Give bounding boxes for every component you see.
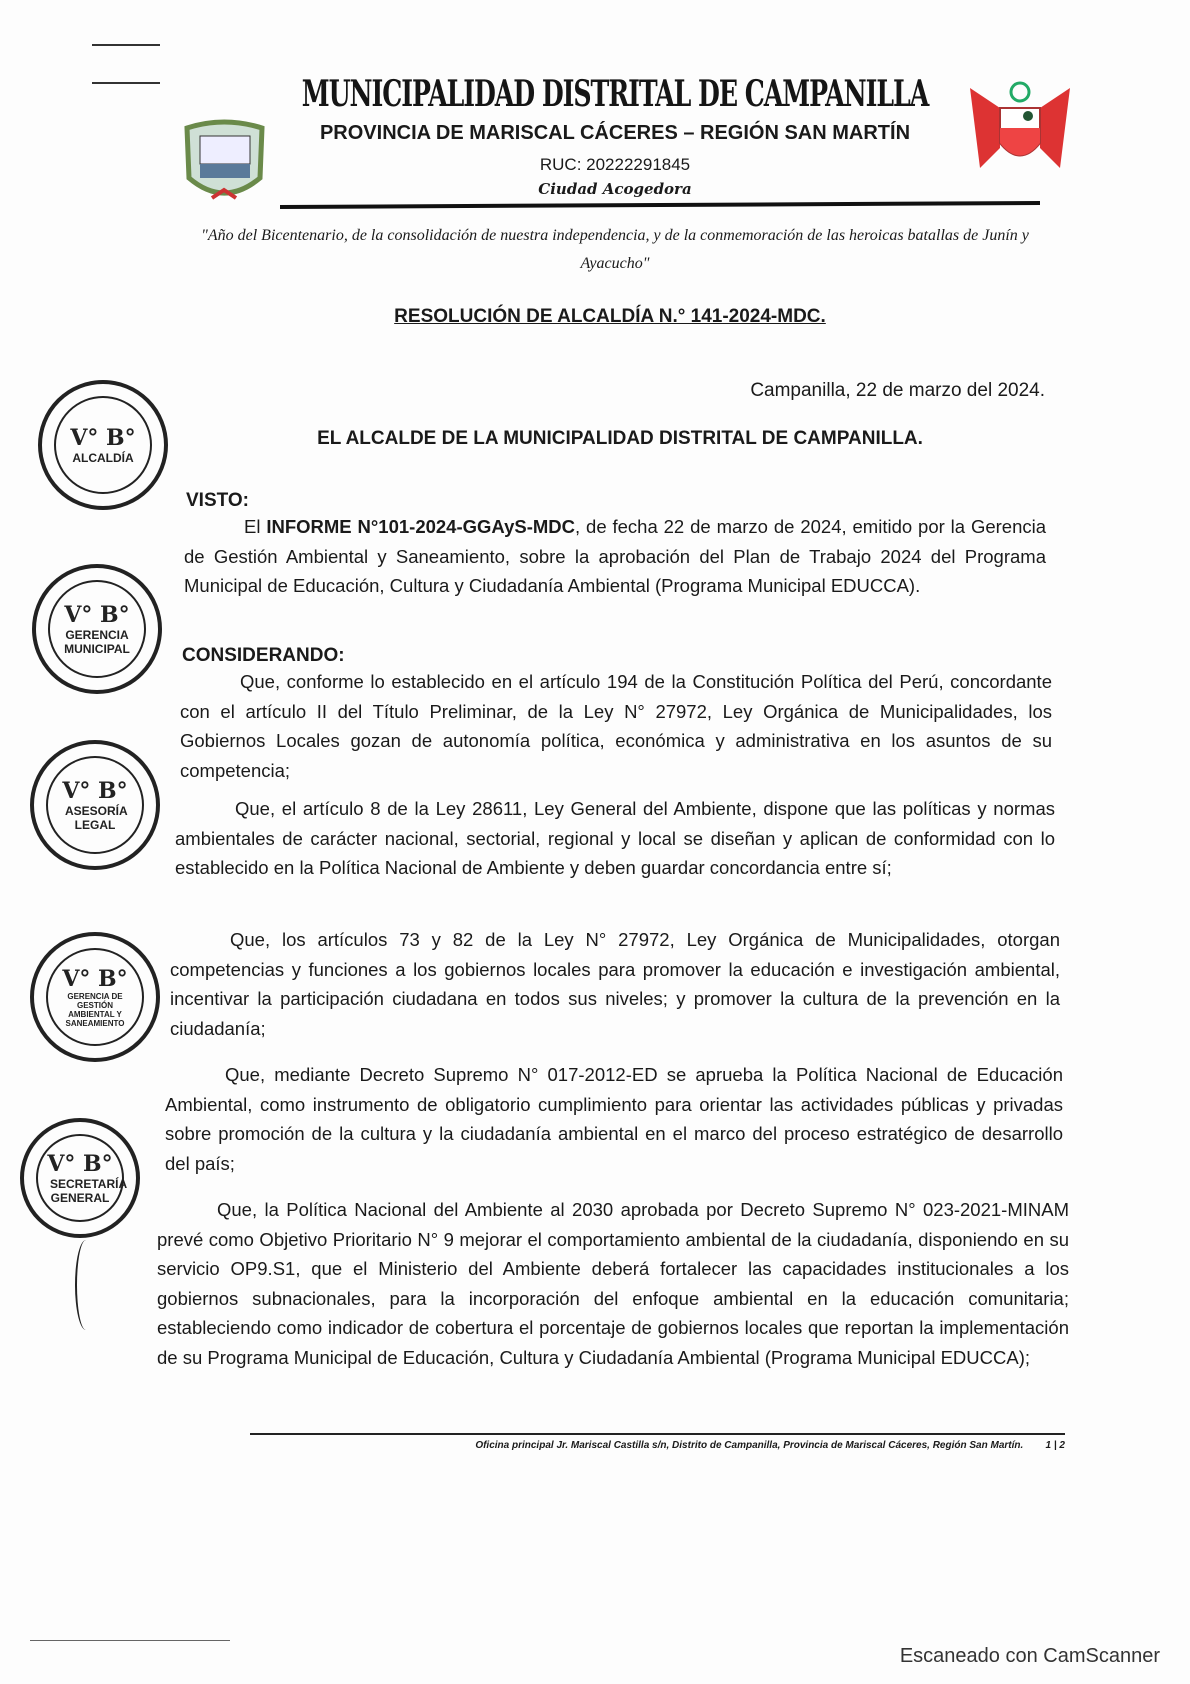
considerando-paragraph: Que, los artículos 73 y 82 de la Ley N° 27972, Ley Orgánica de Municipalidades, otorgan competencias y funciones a los gobiernos locales para promover la educación e investigación ambiental, incentivar la participación ciudadana en todos sus niveles; y promover la cultura de la prevención en la ciudadanía;	[170, 929, 1060, 1039]
year-motto: "Año del Bicentenario, de la consolidación de nuestra independencia, y de la conmemoración de las heroicas batallas de Junín y Ayacucho"	[201, 227, 1029, 272]
approval-stamp-gerencia: V° B° GERENCIA MUNICIPAL	[32, 564, 162, 694]
approval-stamp-alcaldia: V° B° ALCALDÍA	[38, 380, 168, 510]
resolution-number: RESOLUCIÓN DE ALCALDÍA N.° 141-2024-MDC.	[394, 306, 826, 327]
signature-stroke	[75, 1240, 97, 1330]
visto-heading: VISTO:	[186, 490, 249, 511]
municipal-logo	[172, 118, 277, 210]
scan-mark	[92, 44, 160, 46]
considerando-paragraph: Que, la Política Nacional del Ambiente al 2030 aprobada por Decreto Supremo N° 023-2021-MINAM prevé como Objetivo Prioritario N° 9 mejorar el comportamiento ambiental de la ciudadanía, disponiendo en su servicio OP9.S1, que el Ministerio del Ambiente deberá fortalecer las capacidades institucionales a los gobiernos subnacionales, para la incorporación del enfoque ambiental en la educación comunitaria; estableciendo como indicador de cobertura el porcentaje de gobiernos locales que reportan la implementación de su Programa Municipal de Educación, Cultura y Ciudadanía Ambiental (Programa Municipal EDUCCA);	[157, 1199, 1069, 1368]
footer: Oficina principal Jr. Mariscal Castilla s/n, Distrito de Campanilla, Provincia de Mariscal Cáceres, Región San Martín. 1 | 2	[475, 1440, 1065, 1451]
considerando-paragraph: Que, conforme lo establecido en el artículo 194 de la Constitución Política del Perú, concordante con el artículo II del Título Preliminar, de la Ley N° 27972, Ley Orgánica de Municipalidades, los Gobiernos Locales gozan de autonomía política, económica y administrativa en los asuntos de su competencia;	[180, 671, 1052, 781]
approval-stamp-ambiental: V° B° GERENCIA DE GESTIÓN AMBIENTAL Y SANEAMIENTO	[30, 932, 160, 1062]
slogan: Ciudad Acogedora	[538, 180, 692, 198]
visto-paragraph: El INFORME N°101-2024-GGAyS-MDC, de fecha 22 de marzo de 2024, emitido por la Gerencia de Gestión Ambiental y Saneamiento, sobre la aprobación del Plan de Trabajo 2024 del Programa Municipal de Educación, Cultura y Ciudadanía Ambiental (Programa Municipal EDUCCA).	[184, 516, 1047, 596]
bottom-scan-line	[30, 1640, 230, 1641]
header-divider	[280, 201, 1040, 209]
scan-mark	[92, 82, 160, 84]
considerando-paragraph: Que, el artículo 8 de la Ley 28611, Ley General del Ambiente, dispone que las políticas y normas ambientales de carácter nacional, sectorial, regional y local se diseñan y aplican de conformidad con lo establecido en la Política Nacional de Ambiente y deben guardar concordancia entre sí;	[175, 798, 1055, 878]
issuer-heading: EL ALCALDE DE LA MUNICIPALIDAD DISTRITAL DE CAMPANILLA.	[317, 428, 923, 449]
approval-stamp-secretaria: V° B° SECRETARÍA GENERAL	[20, 1118, 140, 1238]
ruc-number: RUC: 20222291845	[539, 155, 691, 174]
municipality-title: MUNICIPALIDAD DISTRITAL DE CAMPANILLA	[301, 73, 929, 115]
footer-divider	[250, 1433, 1065, 1435]
page-number: 1 | 2	[1045, 1440, 1065, 1451]
approval-stamp-asesoria: V° B° ASESORÍA LEGAL	[30, 740, 160, 870]
considerando-heading: CONSIDERANDO:	[182, 645, 345, 666]
document-date: Campanilla, 22 de marzo del 2024.	[750, 380, 1045, 401]
camscanner-watermark: Escaneado con CamScanner	[899, 1645, 1160, 1667]
considerando-paragraph: Que, mediante Decreto Supremo N° 017-2012-ED se aprueba la Política Nacional de Educación Ambiental, como instrumento de obligatorio cumplimiento para orientar las actividades públicas y privadas sobre promoción de la cultura y la ciudadanía ambiental en el marco del proceso estratégico de desarrollo del país;	[165, 1064, 1063, 1174]
province-region: PROVINCIA DE MARISCAL CÁCERES – REGIÓN SAN MARTÍN	[319, 122, 911, 144]
peru-coat-of-arms	[965, 78, 1075, 178]
